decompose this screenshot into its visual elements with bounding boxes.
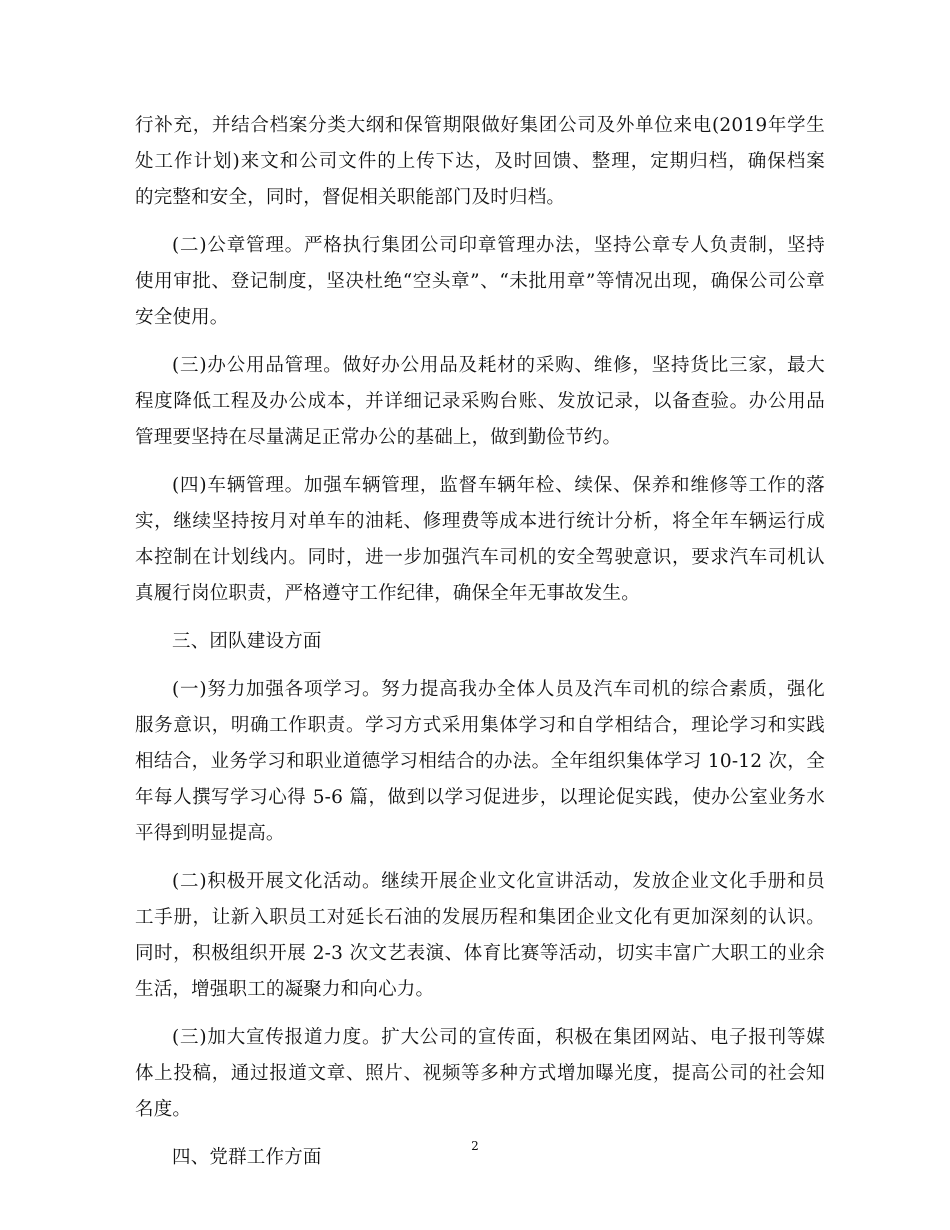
document-body <box>135 108 825 1176</box>
text-line: 服务意识，明确工作职责。学习方式采用集体学习和自学相结合，理论学习和实践 <box>135 715 825 736</box>
paragraph-study <box>135 672 825 852</box>
text-line: 四、党群工作方面 <box>172 1147 322 1168</box>
text-line: (二)公章管理。严格执行集团公司印章管理办法，坚持公章专人负责制，坚持 <box>172 235 825 256</box>
paragraph-continuation <box>135 108 825 216</box>
text-line: 真履行岗位职责，严格遵守工作纪律，确保全年无事故发生。 <box>135 583 640 604</box>
paragraph-culture <box>135 864 825 1008</box>
text-line: (一)努力加强各项学习。努力提高我办全体人员及汽车司机的综合素质，强化 <box>172 679 825 700</box>
paragraph-gap <box>135 1008 825 1020</box>
page-number: 2 <box>471 1139 479 1153</box>
text-line: (三)加大宣传报道力度。扩大公司的宣传面，积极在集团网站、电子报刊等媒 <box>172 1027 825 1048</box>
text-line: 工手册，让新入职员工对延长石油的发展历程和集团企业文化有更加深刻的认识。 <box>135 907 825 928</box>
text-line: 安全使用。 <box>135 307 229 328</box>
text-line: 管理要坚持在尽量满足正常办公的基础上，做到勤俭节约。 <box>135 427 622 448</box>
paragraph-publicity <box>135 1020 825 1128</box>
paragraph-gap <box>135 612 825 624</box>
text-line: 平得到明显提高。 <box>135 823 285 844</box>
paragraph-office-supplies <box>135 348 825 456</box>
paragraph-gap <box>135 336 825 348</box>
paragraph-gap <box>135 216 825 228</box>
text-line: (二)积极开展文化活动。继续开展企业文化宣讲活动，发放企业文化手册和员 <box>172 871 825 892</box>
paragraph-gap <box>135 456 825 468</box>
text-line: 实，继续坚持按月对单车的油耗、修理费等成本进行统计分析，将全年车辆运行成 <box>135 511 825 532</box>
text-line: 生活，增强职工的凝聚力和向心力。 <box>135 979 435 1000</box>
text-line: 处工作计划)来文和公司文件的上传下达，及时回馈、整理，定期归档，确保档案 <box>135 151 825 172</box>
heading-team-building <box>135 624 825 660</box>
text-line: 年每人撰写学习心得 5-6 篇，做到以学习促进步，以理论促实践，使办公室业务水 <box>135 787 825 808</box>
paragraph-vehicle-management <box>135 468 825 612</box>
text-line: (三)办公用品管理。做好办公用品及耗材的采购、维修，坚持货比三家，最大 <box>172 355 825 376</box>
text-line: 三、团队建设方面 <box>172 631 322 652</box>
text-line: 名度。 <box>135 1099 192 1120</box>
text-line: (四)车辆管理。加强车辆管理，监督车辆年检、续保、保养和维修等工作的落 <box>172 475 825 496</box>
paragraph-gap <box>135 660 825 672</box>
text-line: 的完整和安全，同时，督促相关职能部门及时归档。 <box>135 187 566 208</box>
text-line: 相结合，业务学习和职业道德学习相结合的办法。全年组织集体学习 10-12 次，全 <box>135 751 825 772</box>
text-line: 同时，积极组织开展 2-3 次文艺表演、体育比赛等活动，切实丰富广大职工的业余 <box>135 943 825 964</box>
text-line: 使用审批、登记制度，坚决杜绝“空头章”、“未批用章”等情况出现，确保公司公章 <box>135 271 825 292</box>
text-line: 本控制在计划线内。同时，进一步加强汽车司机的安全驾驶意识，要求汽车司机认 <box>135 547 825 568</box>
text-line: 行补充，并结合档案分类大纲和保管期限做好集团公司及外单位来电(2019年学生 <box>135 115 825 136</box>
paragraph-seal-management <box>135 228 825 336</box>
paragraph-gap <box>135 852 825 864</box>
text-line: 体上投稿，通过报道文章、照片、视频等多种方式增加曝光度，提高公司的社会知 <box>135 1063 825 1084</box>
text-line: 程度降低工程及办公成本，并详细记录采购台账、发放记录，以备查验。办公用品 <box>135 391 825 412</box>
